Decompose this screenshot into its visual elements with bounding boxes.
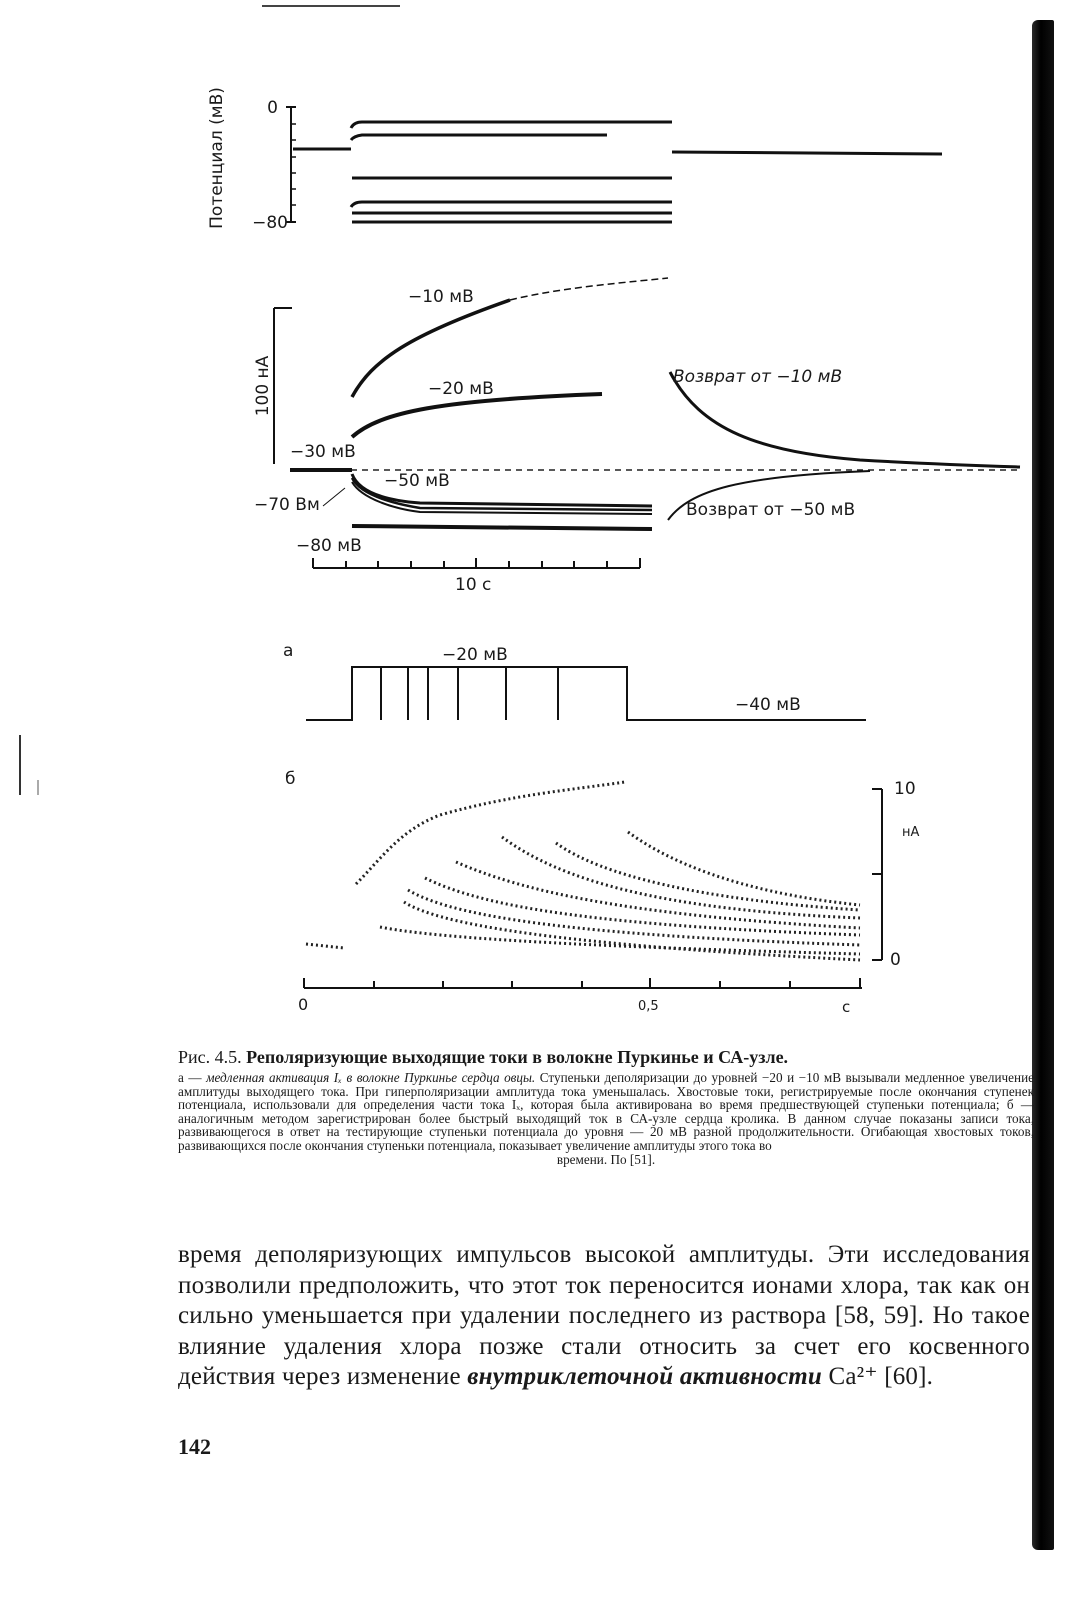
current-traces xyxy=(352,278,1020,529)
time-scale-bar xyxy=(313,558,640,568)
y-axis-label-potential: Потенциал (мВ) xyxy=(207,87,227,229)
x-tick-0: 0 xyxy=(298,995,309,1014)
page-number: 142 xyxy=(178,1434,211,1459)
hold-label-minus40: −40 мВ xyxy=(735,695,801,715)
figure-caption xyxy=(178,1046,1034,1166)
caption-part-a-italic: медленная активация Iₓ в волокне Пуркинье сердца овцы. xyxy=(206,1070,536,1085)
x-tick-05: 0,5 xyxy=(638,999,659,1014)
panel-b-sa-node-currents xyxy=(285,769,919,1016)
body-text-end: Ca²⁺ [60]. xyxy=(828,1363,934,1390)
body-text-italic: внутриклеточной активности xyxy=(467,1363,823,1390)
current-scale-bar xyxy=(872,789,882,960)
body-text-main: время деполяризующих импульсов высокой амплитуды. Эти исследования позволили предположить, что этот ток переносится ионами хлора, так как он сильно уменьшается при удалении последнего из раствора [58, 59]. Но такое влияние удаления хлора позже стали относить за счет его косвенного действия через изменение xyxy=(178,1241,1030,1390)
label-minus70mv: −70 Вм xyxy=(254,495,320,515)
tick-minus80mv: −80 xyxy=(252,213,288,233)
caption-part-a-text: Ступеньки деполяризации до уровней −20 и −10 мВ вызывали медленное увеличение амплитуды выходящего тока. При гиперполяризации амплитуда тока уменьшалась. Хвостовые токи, регистрируемые после окончания ступенек потенциала, использовали для определения части тока Iₓ, которая была активирована во время предшествующей ступеньки потенциала; xyxy=(178,1070,1035,1113)
label-minus50mv: −50 мВ xyxy=(384,471,450,491)
scan-edge-shadow xyxy=(1032,20,1054,1550)
body-paragraph xyxy=(178,1240,1030,1393)
scale-unit-na: нА xyxy=(902,825,920,840)
label-minus10mv: −10 мВ xyxy=(408,287,474,307)
time-axis xyxy=(304,978,862,988)
voltage-step-traces xyxy=(293,122,942,222)
scale-10: 10 xyxy=(894,779,916,799)
caption-part-b-text: б — аналогичным методом зарегистрирован более быстрый выходящий ток в СА-узле сердца кролика. В данном случае показаны записи тока, развивающегося в ответ на тестирующие ступеньки потенциала до уровня — 20 мВ разной продолжительности. Огибающая хвостовых токов, развивающихся после окончания ступеньки потенциала, показывает увеличение амплитуды этого тока во xyxy=(178,1097,1035,1153)
caption-part-a-label: а — xyxy=(178,1070,202,1085)
caption-reference: времени. По [51]. xyxy=(556,1151,656,1167)
panel-a-protocol xyxy=(283,641,866,720)
label-minus30mv: −30 мВ xyxy=(290,442,356,462)
step-label-minus20: −20 мВ xyxy=(442,645,508,665)
tick-0mv: 0 xyxy=(267,98,278,118)
label-minus80mv: −80 мВ xyxy=(296,536,362,556)
panel-b-label: б xyxy=(285,769,296,789)
label-minus20mv: −20 мВ xyxy=(428,379,494,399)
scale-0: 0 xyxy=(890,950,901,970)
label-return-minus50: Возврат от −50 мВ xyxy=(686,500,856,520)
panel-a-label: а xyxy=(283,641,294,661)
x-unit-s: с xyxy=(842,998,851,1016)
purkinje-current-panel xyxy=(253,278,1020,595)
caption-title: Рис. 4.5. Реполяризующие выходящие токи в волокне Пуркинье и СА-узле. xyxy=(178,1047,789,1067)
sa-current-traces xyxy=(306,782,860,960)
voltage-protocol-panel xyxy=(207,87,942,233)
scale-100na: 100 нА xyxy=(253,355,273,417)
label-return-minus10: Возврат от −10 мВ xyxy=(673,367,843,387)
time-scale-label: 10 с xyxy=(455,575,492,595)
